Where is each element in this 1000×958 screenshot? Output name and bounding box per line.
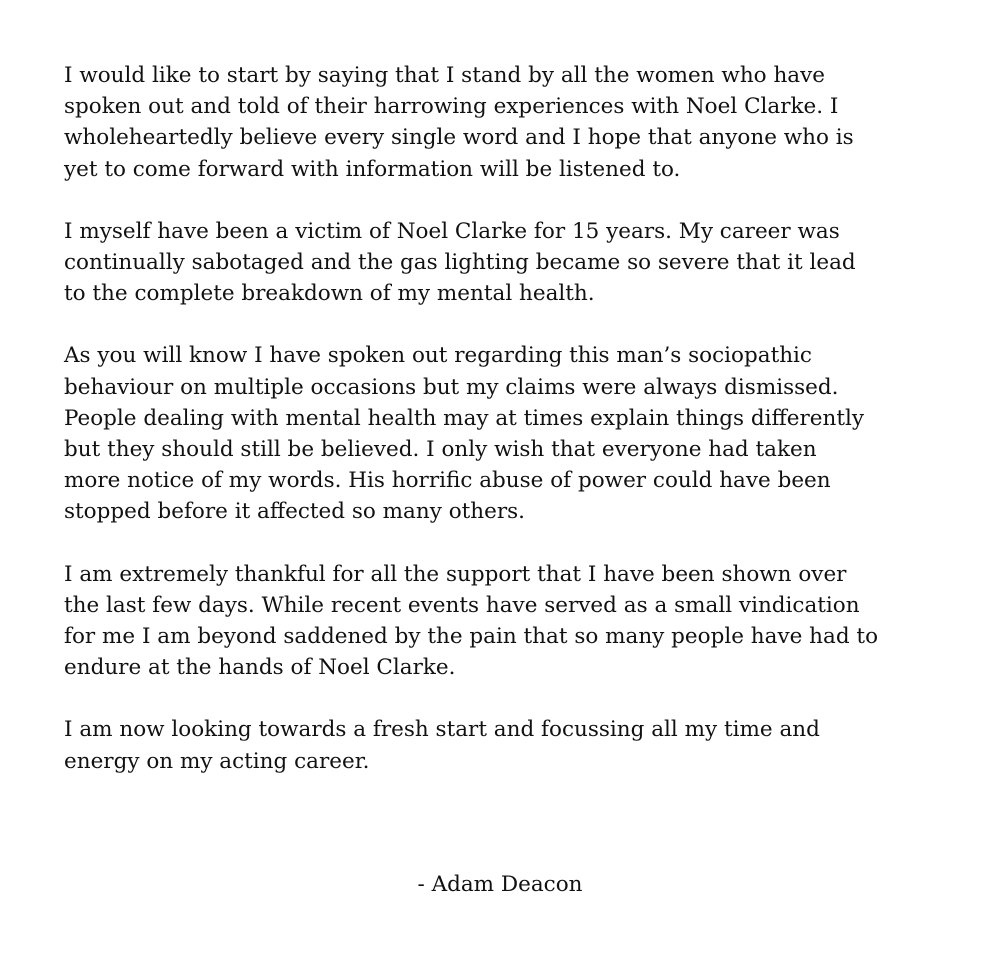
statement-body (64, 60, 964, 808)
signature: - Adam Deacon (417, 872, 583, 897)
paragraph-4 (64, 559, 964, 684)
paragraph-line: the last few days. While recent events have served as a small vindication (64, 592, 860, 618)
paragraph-line: stopped before it affected so many others. (64, 499, 526, 525)
paragraph-line: I am now looking towards a fresh start and focussing all my time and (64, 717, 820, 743)
paragraph-line: behaviour on multiple occasions but my claims were always dismissed. (64, 374, 839, 400)
paragraph-line: energy on my acting career. (64, 748, 370, 774)
paragraph-line: for me I am beyond saddened by the pain that so many people have had to (64, 624, 879, 650)
paragraph-line: yet to come forward with information will be listened to. (64, 156, 681, 182)
paragraph-3 (64, 340, 964, 527)
paragraph-1 (64, 60, 964, 185)
paragraph-line: People dealing with mental health may at times explain things differently (64, 405, 865, 431)
paragraph-line: more notice of my words. His horrific abuse of power could have been (64, 468, 831, 494)
paragraph-line: spoken out and told of their harrowing experiences with Noel Clarke. I (64, 94, 839, 120)
paragraph-line: I myself have been a victim of Noel Clarke for 15 years. My career was (64, 218, 840, 244)
paragraph-line: to the complete breakdown of my mental health. (64, 281, 595, 307)
paragraph-line: I would like to start by saying that I stand by all the women who have (64, 63, 825, 88)
paragraph-line: continually sabotaged and the gas lighting became so severe that it lead (64, 250, 856, 276)
paragraph-2 (64, 216, 964, 310)
paragraph-line: but they should still be believed. I only wish that everyone had taken (64, 437, 817, 463)
paragraph-5 (64, 714, 964, 776)
paragraph-line: endure at the hands of Noel Clarke. (64, 655, 456, 681)
paragraph-line: wholeheartedly believe every single word and I hope that anyone who is (64, 125, 854, 151)
paragraph-line: As you will know I have spoken out regarding this man’s sociopathic (64, 343, 812, 369)
paragraph-line: I am extremely thankful for all the support that I have been shown over (64, 561, 847, 587)
